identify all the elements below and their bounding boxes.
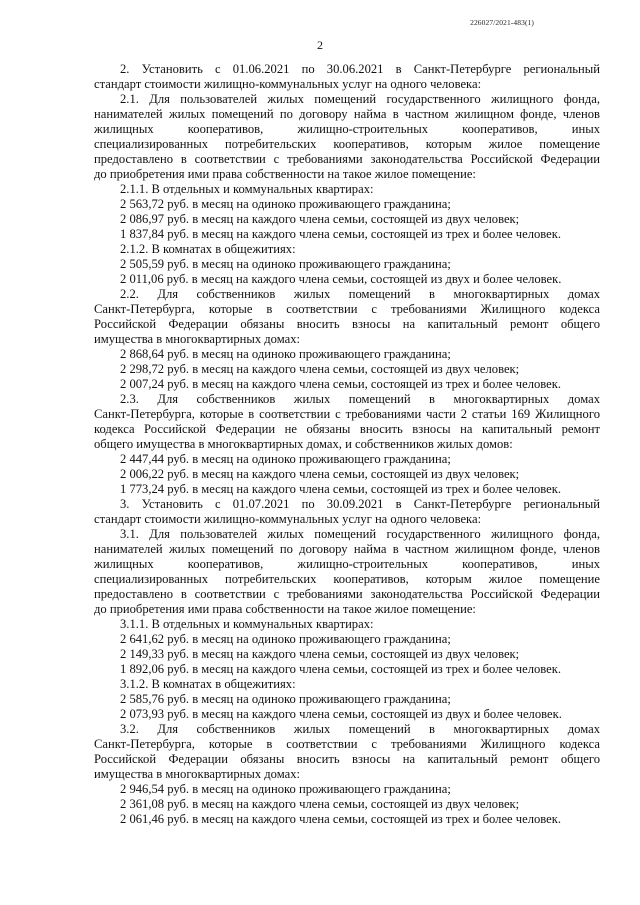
text-line: 2.3. Для собственников жилых помещений в многоквартирных домах <box>120 392 600 406</box>
text-line: 3.1. Для пользователей жилых помещений государственного жилищного фонда, <box>120 527 600 541</box>
text-line: 1 892,06 руб. в месяц на каждого члена семьи, состоящей из трех и более человек. <box>120 662 562 676</box>
text-line: жилищных кооперативов, жилищно-строительных кооперативов, иных <box>94 122 600 136</box>
text-line: 2 061,46 руб. в месяц на каждого члена семьи, состоящей из трех и более человек. <box>120 812 562 826</box>
text-line: предоставлено в соответствии с требованиями законодательства Российской Федерации <box>94 152 600 166</box>
text-line: имущества в многоквартирных домах: <box>94 767 301 781</box>
text-line: специализированных потребительских кооперативов, которым жилое помещение <box>94 572 600 586</box>
text-line: 2.1.1. В отдельных и коммунальных квартирах: <box>120 182 374 196</box>
text-line: 3.2. Для собственников жилых помещений в многоквартирных домах <box>120 722 600 736</box>
text-line: стандарт стоимости жилищно-коммунальных услуг на одного человека: <box>94 512 482 526</box>
page-number: 2 <box>317 38 323 52</box>
text-line: 2 585,76 руб. в месяц на одиноко проживающего гражданина; <box>120 692 451 706</box>
text-line: Санкт-Петербурга, которые в соответствии с требованиями Жилищного кодекса <box>94 302 600 316</box>
text-line: нанимателей жилых помещений по договору найма в частном жилищном фонде, членов <box>94 107 600 121</box>
document-code: 226027/2021-483(1) <box>470 18 534 27</box>
text-line: специализированных потребительских кооперативов, которым жилое помещение <box>94 137 600 151</box>
text-line: до приобретения ими права собственности на такое жилое помещение: <box>94 602 476 616</box>
text-line: жилищных кооперативов, жилищно-строительных кооперативов, иных <box>94 557 600 571</box>
text-line: стандарт стоимости жилищно-коммунальных услуг на одного человека: <box>94 77 482 91</box>
text-line: Санкт-Петербурга, которые в соответствии с требованиями Жилищного кодекса <box>94 737 600 751</box>
text-line: общего имущества в многоквартирных домах, и собственников жилых домов: <box>94 437 513 451</box>
text-line: Российской Федерации обязаны вносить взносы на капитальный ремонт общего <box>94 752 600 766</box>
text-line: 1 773,24 руб. в месяц на каждого члена семьи, состоящей из трех и более человек. <box>120 482 562 496</box>
text-line: 2.1.2. В комнатах в общежитиях: <box>120 242 296 256</box>
text-line: кодекса Российской Федерации не обязаны вносить взносы на капитальный ремонт <box>94 422 600 436</box>
text-line: 1 837,84 руб. в месяц на каждого члена семьи, состоящей из трех и более человек. <box>120 227 562 241</box>
text-line: предоставлено в соответствии с требованиями законодательства Российской Федерации <box>94 587 600 601</box>
text-line: 2 946,54 руб. в месяц на одиноко проживающего гражданина; <box>120 782 451 796</box>
text-line: Российской Федерации обязаны вносить взносы на капитальный ремонт общего <box>94 317 600 331</box>
text-line: Санкт-Петербурга, которые в соответствии с требованиями части 2 статьи 169 Жилищного <box>94 407 600 421</box>
text-line: 3. Установить с 01.07.2021 по 30.09.2021 в Санкт-Петербурге региональный <box>120 497 600 511</box>
text-line: 2. Установить с 01.06.2021 по 30.06.2021 в Санкт-Петербурге региональный <box>120 62 600 76</box>
text-line: 2 086,97 руб. в месяц на каждого члена семьи, состоящей из двух человек; <box>120 212 520 226</box>
text-line: 2 011,06 руб. в месяц на каждого члена семьи, состоящей из двух и более человек. <box>120 272 562 286</box>
text-line: 2 007,24 руб. в месяц на каждого члена семьи, состоящей из трех и более человек. <box>120 377 562 391</box>
text-line: 3.1.1. В отдельных и коммунальных квартирах: <box>120 617 374 631</box>
text-line: 2.1. Для пользователей жилых помещений государственного жилищного фонда, <box>120 92 600 106</box>
text-line: нанимателей жилых помещений по договору найма в частном жилищном фонде, членов <box>94 542 600 556</box>
text-line: 3.1.2. В комнатах в общежитиях: <box>120 677 296 691</box>
text-line: 2 006,22 руб. в месяц на каждого члена семьи, состоящей из двух человек; <box>120 467 520 481</box>
text-line: до приобретения ими права собственности на такое жилое помещение: <box>94 167 476 181</box>
text-line: 2 361,08 руб. в месяц на каждого члена семьи, состоящей из двух человек; <box>120 797 520 811</box>
text-line: 2 563,72 руб. в месяц на одиноко проживающего гражданина; <box>120 197 451 211</box>
text-line: 2 447,44 руб. в месяц на одиноко проживающего гражданина; <box>120 452 451 466</box>
text-line: 2 868,64 руб. в месяц на одиноко проживающего гражданина; <box>120 347 451 361</box>
document-body <box>94 62 600 827</box>
text-line: имущества в многоквартирных домах: <box>94 332 301 346</box>
text-line: 2 073,93 руб. в месяц на каждого члена семьи, состоящей из двух и более человек. <box>120 707 562 721</box>
text-line: 2 641,62 руб. в месяц на одиноко проживающего гражданина; <box>120 632 451 646</box>
text-line: 2 505,59 руб. в месяц на одиноко проживающего гражданина; <box>120 257 451 271</box>
text-line: 2 149,33 руб. в месяц на каждого члена семьи, состоящей из двух человек; <box>120 647 520 661</box>
text-line: 2.2. Для собственников жилых помещений в многоквартирных домах <box>120 287 600 301</box>
text-line: 2 298,72 руб. в месяц на каждого члена семьи, состоящей из двух человек; <box>120 362 520 376</box>
